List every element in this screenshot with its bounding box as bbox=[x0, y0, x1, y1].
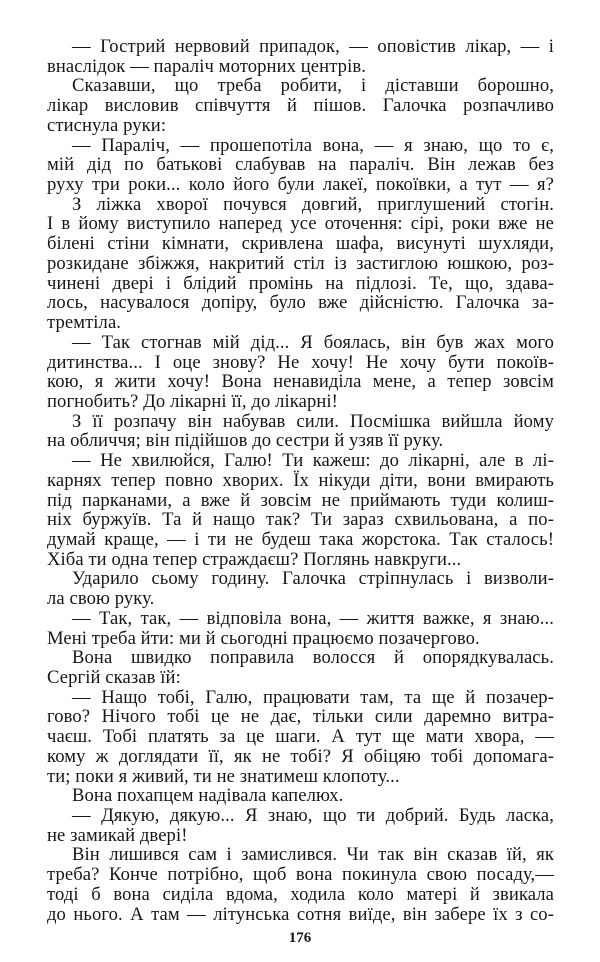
text-line: тоді б вона сиділа вдома, ходила коло матері й звикала bbox=[47, 883, 554, 905]
text-line: — Дякую, дякую... Я знаю, що ти добрий. Будь ласка, bbox=[72, 805, 554, 827]
text-line: білені стіни кімнати, скривлена шафа, висунуті шухляди, bbox=[47, 233, 554, 255]
text-line: розкидане збіжжя, накритий стіл із застиглою юшкою, роз- bbox=[47, 252, 554, 274]
text-line: ти; поки я живий, ти не знатимеш клопоту... bbox=[47, 765, 400, 787]
text-line: кою, я жити хочу! Вона ненавиділа мене, а тепер зовсім bbox=[47, 371, 554, 393]
text-line: Сказавши, що треба робити, і діставши борошно, bbox=[72, 75, 554, 97]
text-line: — Не хвилюйся, Галю! Ти кажеш: до лікарні, але в лі- bbox=[72, 450, 554, 472]
text-line: Хіба ти одна тепер страждаєш? Поглянь навкруги... bbox=[47, 548, 462, 570]
text-line: — Гострий нервовий припадок, — оповістив лікар, — і bbox=[72, 36, 554, 57]
text-line: Сергій сказав їй: bbox=[47, 667, 181, 688]
text-line: на обличчя; він підійшов до сестри й узяв її руку. bbox=[47, 430, 444, 452]
text-line: думай краще, — і ти не будеш така жорстока. Так сталось! bbox=[47, 528, 554, 550]
text-line: до нього. А там — літунська сотня виїде, він забере їх з со- bbox=[47, 903, 554, 925]
text-line: чинені двері і блідий промінь на підлозі. Те, що, здава- bbox=[47, 272, 554, 294]
text-line: під парканами, а вже й зовсім не приймають туди колиш- bbox=[47, 489, 554, 511]
book-page-text bbox=[47, 37, 554, 924]
text-line: ніх буржуїв. Та й нащо так? Ти зараз схвильована, а по- bbox=[47, 509, 554, 531]
text-line: тремтіла. bbox=[47, 312, 122, 334]
text-line: ла свою руку. bbox=[47, 588, 155, 610]
text-line: лось, насувалося допіру, було вже дійсністю. Галочка за- bbox=[47, 292, 554, 314]
text-line: — Так стогнав мій дід... Я боялась, він був жах мого bbox=[72, 331, 554, 353]
text-line: Він лишився сам і замислився. Чи так він сказав їй, як bbox=[72, 844, 554, 866]
text-line: карнях тепер повно хворих. Їх нікуди діти, вони вмирають bbox=[47, 469, 554, 491]
text-line: дитинства... І оце знову? Не хочу! Не хочу бути покоїв- bbox=[47, 351, 554, 373]
text-line: Вона швидко поправила волосся й опорядкувалась. bbox=[72, 647, 554, 669]
text-line: Ударило сьому годину. Галочка стріпнулась і визволи- bbox=[72, 568, 554, 590]
text-line: лікар висловив співчуття й пішов. Галочка розпачливо bbox=[47, 95, 554, 117]
page-number: 176 bbox=[288, 930, 312, 946]
text-line: не замикай двері! bbox=[47, 824, 188, 846]
text-line: гово? Нічого тобі це не дає, тільки сили даремно витра- bbox=[47, 706, 554, 728]
text-line: стиснула руки: bbox=[47, 114, 167, 136]
text-line: — Параліч, — прошепотіла вона, — я знаю, що то є, bbox=[72, 134, 554, 156]
text-line: Вона похапцем надівала капелюх. bbox=[72, 785, 344, 807]
text-line: І в йому виступило наперед усе оточення: сірі, роки вже не bbox=[47, 213, 554, 235]
text-line: З ліжка хворої почувся довгий, приглушений стогін. bbox=[72, 193, 554, 215]
text-line: кому ж доглядати її, як не тобі? Я обіцяю тобі допомага- bbox=[47, 745, 554, 767]
text-line: мій дід по батькові слабував на параліч. Він лежав без bbox=[47, 154, 554, 176]
text-line: чаєш. Тобі платять за це шаги. А тут ще мати хвора, — bbox=[47, 726, 554, 748]
text-line: Мені треба йти: ми й сьогодні працюємо позачергово. bbox=[47, 627, 480, 649]
text-line: внаслідок — параліч моторних центрів. bbox=[47, 55, 366, 77]
text-line: погнобить? До лікарні її, до лікарні! bbox=[47, 390, 338, 412]
text-line: треба? Конче потрібно, щоб вона покинула свою посаду,— bbox=[47, 864, 554, 886]
text-line: — Так, так, — відповіла вона, — життя важке, я знаю... bbox=[72, 607, 554, 629]
text-line: З її розпачу він набував сили. Посмішка вийшла йому bbox=[72, 410, 554, 432]
text-line: — Нащо тобі, Галю, працювати там, та ще й позачер- bbox=[72, 686, 554, 708]
text-line: руху три роки... коло його були лакеї, покоївки, а тут — я? bbox=[47, 174, 554, 196]
